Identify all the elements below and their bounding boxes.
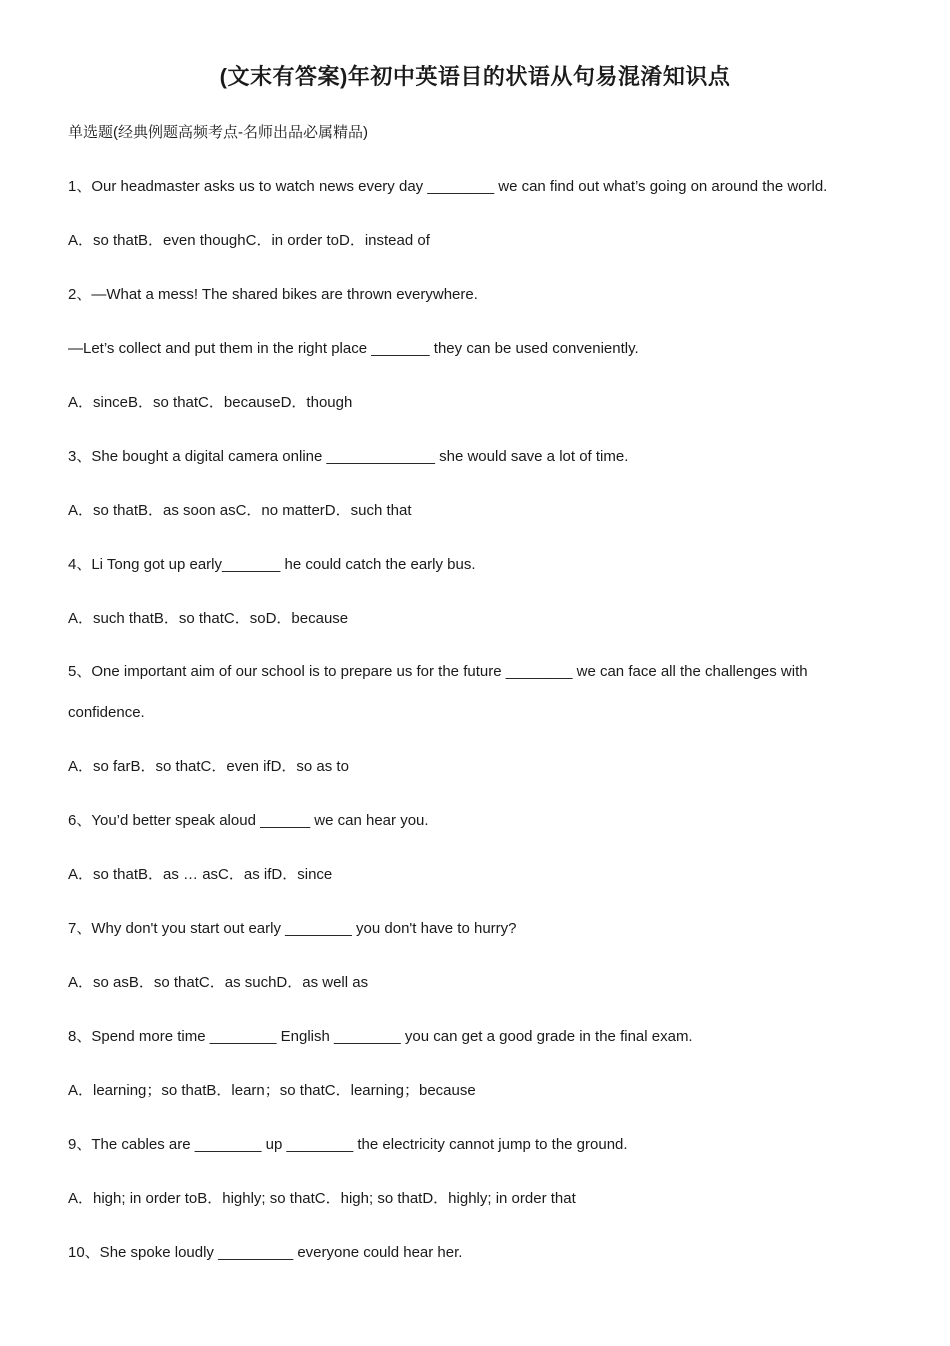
question-5-line-2: confidence. — [68, 704, 145, 721]
options-8: A．learning；so thatB．learn；so thatC．learning；because — [68, 1082, 476, 1099]
section-heading: 单选题(经典例题高频考点-名师出品必属精品) — [68, 124, 368, 141]
question-7: 7、Why don't you start out early ________ you don't have to hurry? — [68, 920, 517, 937]
options-7: A．so asB．so thatC．as suchD．as well as — [68, 974, 369, 991]
options-2: A．sinceB．so thatC．becauseD．though — [68, 394, 353, 411]
options-3: A．so thatB．as soon asC．no matterD．such that — [68, 502, 412, 519]
document-title: (文末有答案)年初中英语目的状语从句易混淆知识点 — [219, 64, 731, 89]
question-5: 5、One important aim of our school is to prepare us for the future ________ we can face all the challenges with — [68, 663, 808, 680]
options-6: A．so thatB．as … asC．as ifD．since — [68, 866, 333, 883]
question-4: 4、Li Tong got up early_______ he could catch the early bus. — [68, 556, 476, 573]
question-8: 8、Spend more time ________ English ________ you can get a good grade in the final exam. — [68, 1028, 693, 1045]
question-10: 10、She spoke loudly _________ everyone could hear her. — [68, 1244, 463, 1261]
question-3: 3、She bought a digital camera online _____________ she would save a lot of time. — [68, 448, 629, 465]
options-9: A．high; in order toB．highly; so thatC．high; so thatD．highly; in order that — [68, 1190, 576, 1207]
question-2: 2、—What a mess! The shared bikes are thrown everywhere. — [68, 286, 478, 303]
question-1: 1、Our headmaster asks us to watch news every day ________ we can find out what’s going on around the world. — [68, 178, 828, 195]
question-9: 9、The cables are ________ up ________ the electricity cannot jump to the ground. — [68, 1136, 628, 1153]
options-1: A．so thatB．even thoughC．in order toD．instead of — [68, 232, 430, 249]
options-4: A．such thatB．so thatC．soD．because — [68, 610, 349, 627]
question-2-line-2: —Let’s collect and put them in the right place _______ they can be used conveniently. — [68, 340, 639, 357]
question-6: 6、You’d better speak aloud ______ we can hear you. — [68, 812, 429, 829]
options-5: A．so farB．so thatC．even ifD．so as to — [68, 758, 349, 775]
